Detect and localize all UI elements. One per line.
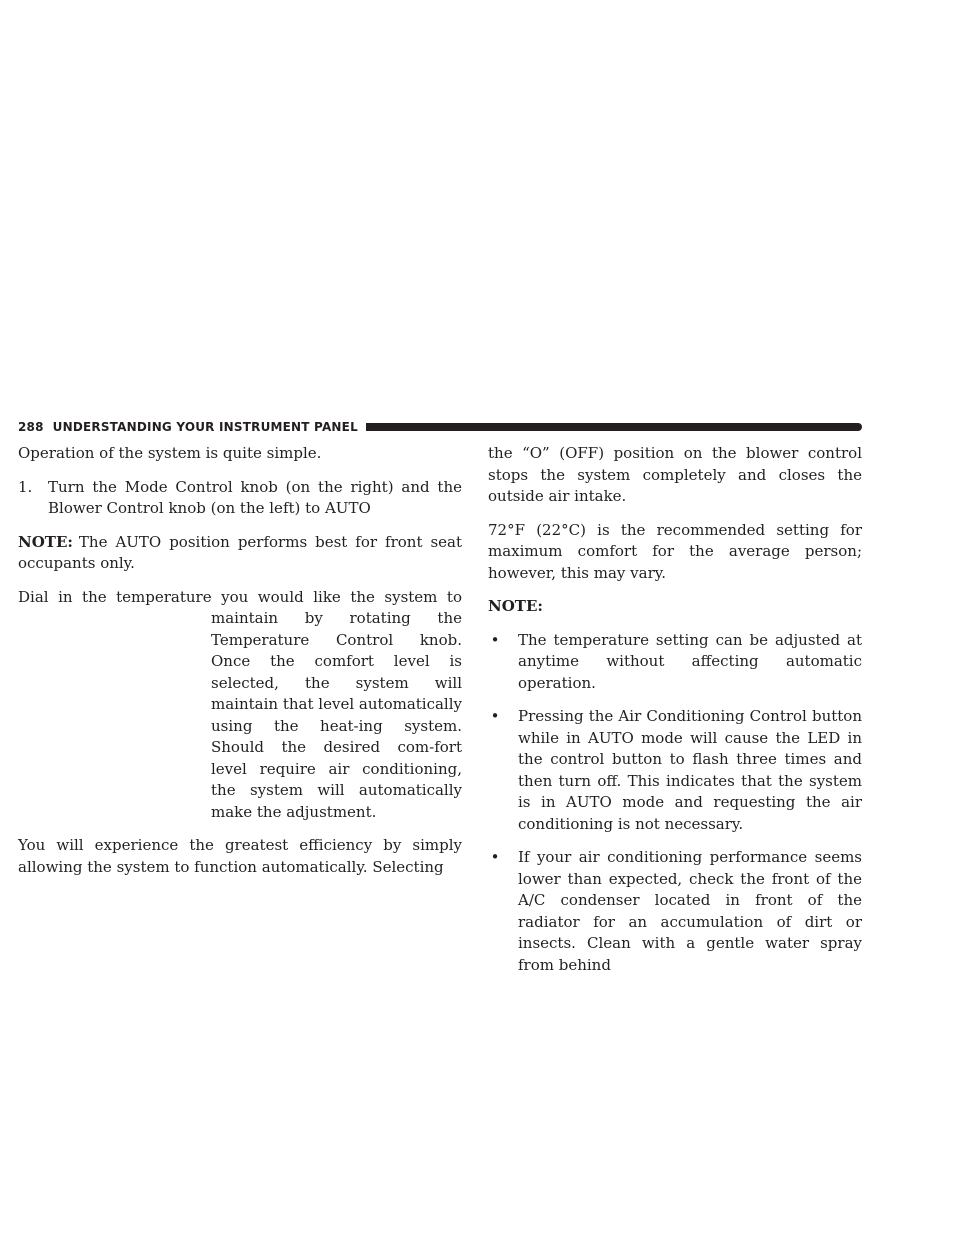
dial-paragraph (18, 587, 462, 824)
bullet-item (488, 630, 862, 695)
bullet-icon: • (490, 707, 500, 725)
section-title: UNDERSTANDING YOUR INSTRUMENT PANEL (52, 420, 358, 434)
step-1-text: Turn the Mode Control knob (on the right) and the Blower Control knob (on the left) to AUTO (48, 477, 462, 517)
step-1-number: 1. (18, 477, 33, 496)
step-1 (18, 477, 462, 520)
note-text: The AUTO position performs best for front seat occupants only. (18, 532, 462, 572)
dial-first-line: Dial in the temperature you would like the system to (18, 587, 462, 606)
bullet-item (488, 706, 862, 835)
recommended-paragraph: 72°F (22°C) is the recommended setting for maximum comfort for the average person; however, this may vary. (488, 520, 862, 582)
note-paragraph (18, 532, 462, 575)
continuation-paragraph: the “O” (OFF) position on the blower control stops the system completely and closes the outside air intake. (488, 444, 862, 505)
bullet-text: If your air conditioning performance seems lower than expected, check the front of the A/C condenser located in front of the radiator for an accumulation of dirt or insects. Clean with a gentle water spray from behind (518, 848, 862, 974)
bullet-item (488, 847, 862, 976)
efficiency-paragraph: You will experience the greatest efficiency by simply allowing the system to function automatically. Selecting (18, 836, 462, 876)
page-number: 288 (18, 420, 44, 434)
bullet-text: The temperature setting can be adjusted at anytime without affecting automatic operation. (518, 630, 862, 692)
header-rule (366, 423, 862, 431)
dial-rest: maintain by rotating the Temperature Control knob. Once the comfort level is selected, the system will maintain that level automatically using the heat-ing system. Should the desired com-fort level require air conditioning, the system will automatically make the adjustment. (211, 609, 462, 821)
intro-paragraph: Operation of the system is quite simple. (18, 444, 322, 462)
right-column (488, 443, 862, 988)
bullet-text: Pressing the Air Conditioning Control button while in AUTO mode will cause the LED in the control button to flash three times and then turn off. This indicates that the system is in AUTO mode and requesting the air conditioning is not necessary. (518, 707, 862, 833)
page-header (18, 419, 862, 435)
note-label: NOTE: (18, 532, 73, 551)
note-heading: NOTE: (488, 597, 543, 615)
bullet-icon: • (490, 630, 500, 649)
bullet-icon: • (490, 848, 500, 866)
left-column (18, 443, 462, 890)
